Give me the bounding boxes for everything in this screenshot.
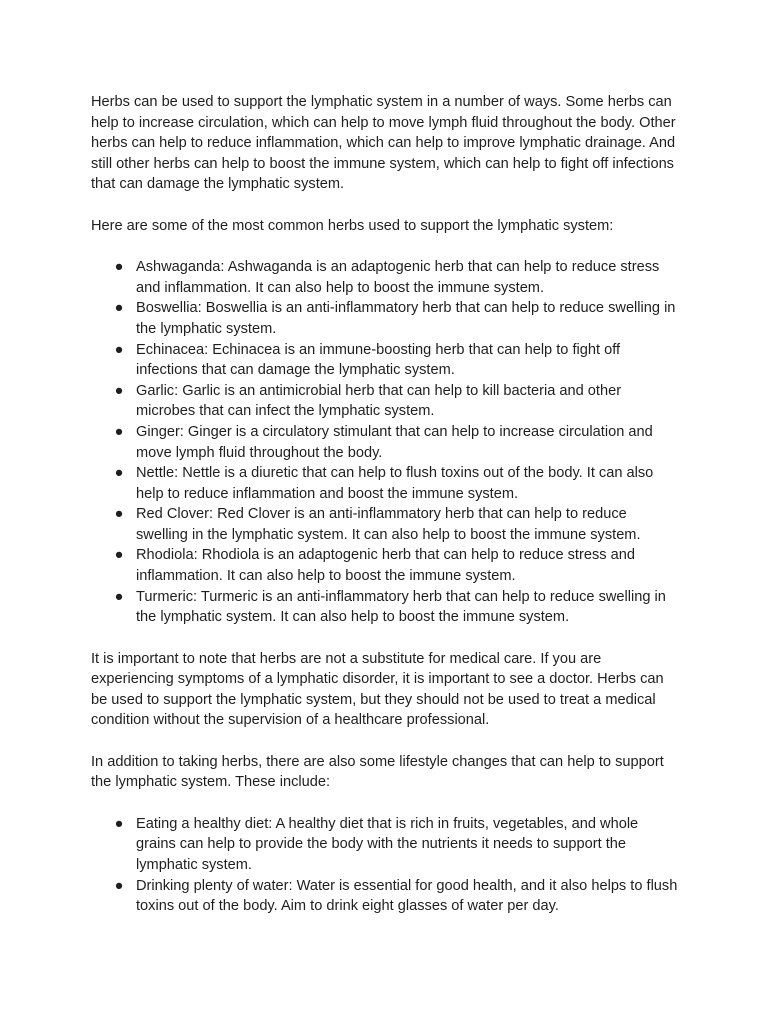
bullet-icon: ●	[114, 300, 124, 317]
list-item	[91, 298, 681, 339]
list-item	[91, 587, 681, 628]
lifestyle-lead-paragraph: In addition to taking herbs, there are also some lifestyle changes that can help to support the lymphatic system. These include:	[91, 753, 664, 791]
list-item-text: Ginger: Ginger is a circulatory stimulant that can help to increase circulation and move lymph fluid throughout the body.	[136, 423, 653, 461]
list-item-text: Nettle: Nettle is a diuretic that can help to flush toxins out of the body. It can also help to reduce inflammation and boost the immune system.	[136, 465, 654, 502]
list-item	[91, 381, 681, 422]
bullet-icon: ●	[114, 259, 124, 276]
herbs-lead-paragraph: Here are some of the most common herbs used to support the lymphatic system:	[91, 217, 614, 234]
lifestyle-list	[91, 814, 681, 917]
list-item	[91, 422, 681, 463]
list-item-text: Rhodiola: Rhodiola is an adaptogenic herb that can help to reduce stress and inflammation. It can also help to boost the immune system.	[136, 547, 635, 585]
list-item	[91, 545, 681, 586]
list-item-text: Ashwaganda: Ashwaganda is an adaptogenic herb that can help to reduce stress and inflammation. It can also help to boost the immune system.	[136, 259, 660, 296]
list-item	[91, 340, 681, 381]
list-item	[91, 814, 681, 876]
bullet-icon: ●	[114, 423, 124, 440]
disclaimer-paragraph: It is important to note that herbs are not a substitute for medical care. If you are experiencing symptoms of a lymphatic disorder, it is important to see a doctor. Herbs can be used to support the lymphatic system, but they should not be used to treat a medical condition without the supervision of a healthcare professional.	[91, 650, 664, 729]
bullet-icon: ●	[114, 815, 124, 832]
list-item-text: Red Clover: Red Clover is an anti-inflammatory herb that can help to reduce swelling in the lymphatic system. It can also help to boost the immune system.	[136, 506, 641, 543]
bullet-icon: ●	[114, 547, 124, 564]
bullet-icon: ●	[114, 506, 124, 523]
herbs-list	[91, 257, 681, 628]
list-item-text: Echinacea: Echinacea is an immune-boosting herb that can help to fight off infections that can damage the lymphatic system.	[136, 341, 621, 379]
list-item-text: Turmeric: Turmeric is an anti-inflammatory herb that can help to reduce swelling in the lymphatic system. It can also help to boost the immune system.	[136, 588, 666, 626]
bullet-icon: ●	[114, 341, 124, 358]
bullet-icon: ●	[114, 877, 124, 894]
document-page	[91, 92, 681, 938]
list-item	[91, 257, 681, 298]
list-item-text: Eating a healthy diet: A healthy diet that is rich in fruits, vegetables, and whole grains can help to provide the body with the nutrients it needs to support the lymphatic system.	[136, 815, 639, 873]
list-item	[91, 504, 681, 545]
bullet-icon: ●	[114, 382, 124, 399]
list-item	[91, 463, 681, 504]
list-item-text: Drinking plenty of water: Water is essential for good health, and it also helps to flush toxins out of the body. Aim to drink eight glasses of water per day.	[136, 877, 678, 915]
list-item	[91, 876, 681, 917]
intro-paragraph: Herbs can be used to support the lymphatic system in a number of ways. Some herbs can help to increase circulation, which can help to move lymph fluid throughout the body. Other herbs can help to reduce inflammation, which can help to improve lymphatic drainage. And still other herbs can help to boost the immune system, which can help to fight off infections that can damage the lymphatic system.	[91, 94, 676, 193]
bullet-icon: ●	[114, 588, 124, 605]
list-item-text: Boswellia: Boswellia is an anti-inflammatory herb that can help to reduce swelling in the lymphatic system.	[136, 300, 676, 337]
bullet-icon: ●	[114, 465, 124, 482]
list-item-text: Garlic: Garlic is an antimicrobial herb that can help to kill bacteria and other microbes that can infect the lymphatic system.	[136, 382, 622, 420]
